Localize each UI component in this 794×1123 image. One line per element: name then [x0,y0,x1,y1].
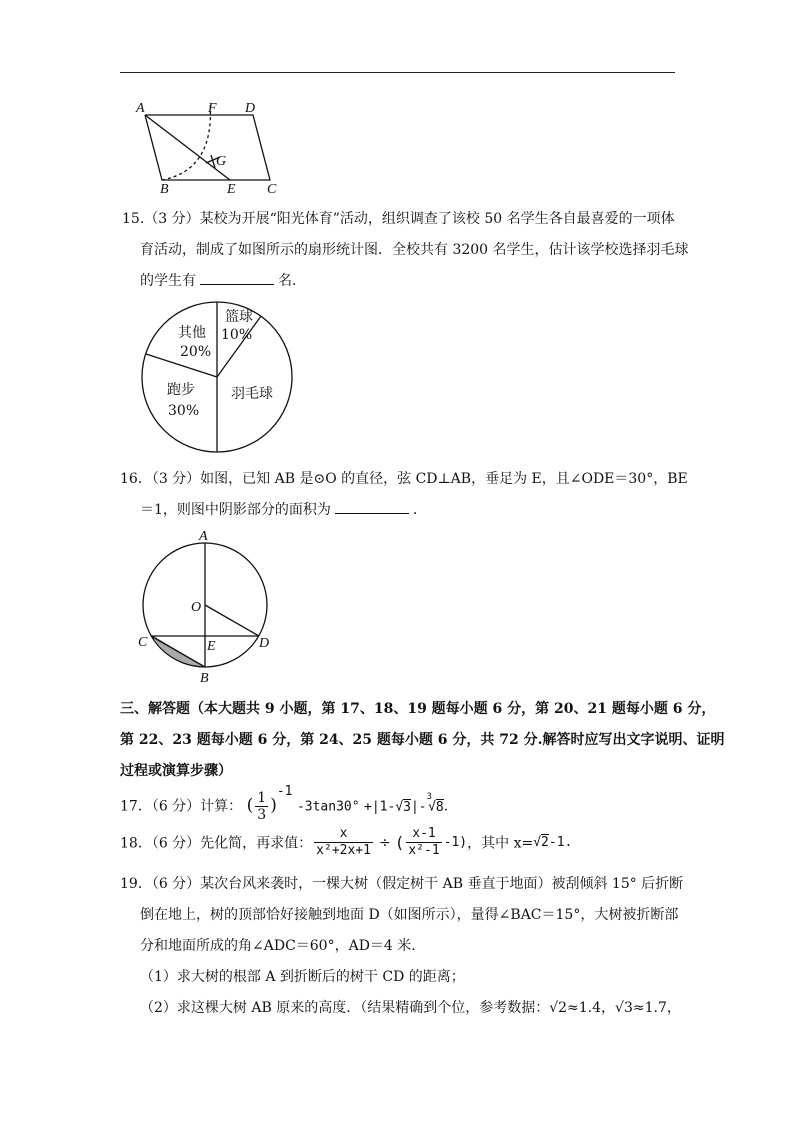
q17-sqrt-symbol: √ [395,799,404,815]
q17-sqrt3: 3 [403,799,411,815]
q17-cbrt-symbol: √ [428,799,436,815]
q18-sqrt-symbol: √ [533,835,542,850]
label-b: B [200,671,209,686]
pie-pct-basketball: 10% [221,327,253,343]
label-f: F [208,101,217,116]
pie-pct-running: 30% [168,403,200,419]
label-g: G [216,154,227,169]
q15-line3-prefix: 的学生有 [140,273,196,289]
section3-line3: 过程或演算步骤） [120,763,232,779]
q18-divide: ÷ [378,834,391,851]
label-c: C [138,635,148,650]
label-d: D [245,101,256,116]
label-b: B [160,182,169,197]
q15-line2: 育活动，制成了如图所示的扇形统计图．全校共有 3200 名学生，估计该学校选择羽毛球 [140,242,689,258]
segment-cb [151,636,205,667]
q19-line3: 分和地面所成的角∠ADC＝60°，AD＝4 米． [140,938,426,954]
q18-paren-open: ( [394,833,405,852]
q18 [120,826,572,866]
pie-label-badminton: 羽毛球 [231,386,273,402]
q17-abs-close: |- [410,799,427,815]
label-a: A [199,529,208,544]
section3-line2: 第 22、23 题每小题 6 分，第 24、25 题每小题 6 分，共 72 分.解答时应写出文字说明、证明 [120,732,725,748]
q18-prefix: 18．（6 分）先化简，再求值： [120,835,313,852]
q17-paren-close: ) [270,795,277,816]
q19-part2: （2）求这棵大树 AB 原来的高度．（结果精确到个位，参考数据：√2≈1.4，√3≈1.7， [140,1000,681,1016]
q17-mid: -3tan30° [296,799,360,815]
q17-end: . [443,798,449,815]
segment-od [205,605,259,636]
q17-exponent: -1 [276,783,293,799]
pie-label-running: 跑步 [167,382,195,398]
q17 [120,783,449,823]
q19-line1: 19．（6 分）某次台风来袭时，一棵大树（假定树干 AB 垂直于地面）被刮倾斜 15° 后折断 [120,876,684,892]
q18-minus-one: -1) [443,835,468,850]
q18-f1-den: x²+2x+1 [316,843,371,858]
q16-line1: 16．（3 分）如图，已知 AB 是⊙O 的直径，弦 CD⊥AB，垂足为 E，且∠ODE＝30°，BE [120,471,688,487]
label-e: E [227,182,236,197]
label-a: A [136,101,145,116]
q18-fraction-2 [406,826,441,859]
q16-line2-suffix: ． [412,502,427,518]
q18-f2-num: x-1 [406,826,441,843]
q16-line2-prefix: ＝1，则图中阴影部分的面积为 [140,502,331,518]
q17-frac-num: 1 [257,790,267,806]
q18-f2-den: x²-1 [408,843,440,858]
pie-label-basketball: 篮球 [225,309,253,325]
pie-pct-other: 20% [180,344,212,360]
q17-abs-open: +|1- [364,799,396,815]
label-c: C [267,182,277,197]
q18-tail2: -1. [548,835,573,850]
q17-paren-open: ( [246,795,254,816]
q18-tail: ，其中 x= [467,835,534,852]
q15-line3-suffix: 名． [278,273,306,289]
pie-label-other: 其他 [178,325,206,341]
q19-line2: 倒在地上，树的顶部恰好接触到地面 D（如图所示），量得∠BAC＝15°，大树被折断部 [140,907,679,923]
q17-frac-den: 3 [257,807,267,823]
q19-part1: （1）求大树的根部 A 到折断后的树干 CD 的距离； [140,969,465,985]
q17-fraction [255,790,268,823]
q17-root8: 8 [435,799,444,815]
q18-f1-num: x [314,826,373,843]
label-e: E [207,639,216,654]
q17-cube-index: 3 [426,791,433,802]
q17-prefix: 17．（6 分）计算： [120,798,243,815]
q15-line1: 15.（3 分）某校为开展“阳光体育”活动，组织调查了该校 50 名学生各自最喜爱的一项体 [122,211,675,227]
section3-line1: 三、解答题（本大题共 9 小题，第 17、18、19 题每小题 6 分，第 20、21 题每小题 6 分， [120,701,716,717]
label-o: O [191,600,202,615]
q18-sqrt2: 2 [541,835,549,850]
q18-fraction-1 [314,826,373,859]
label-d: D [259,636,270,651]
